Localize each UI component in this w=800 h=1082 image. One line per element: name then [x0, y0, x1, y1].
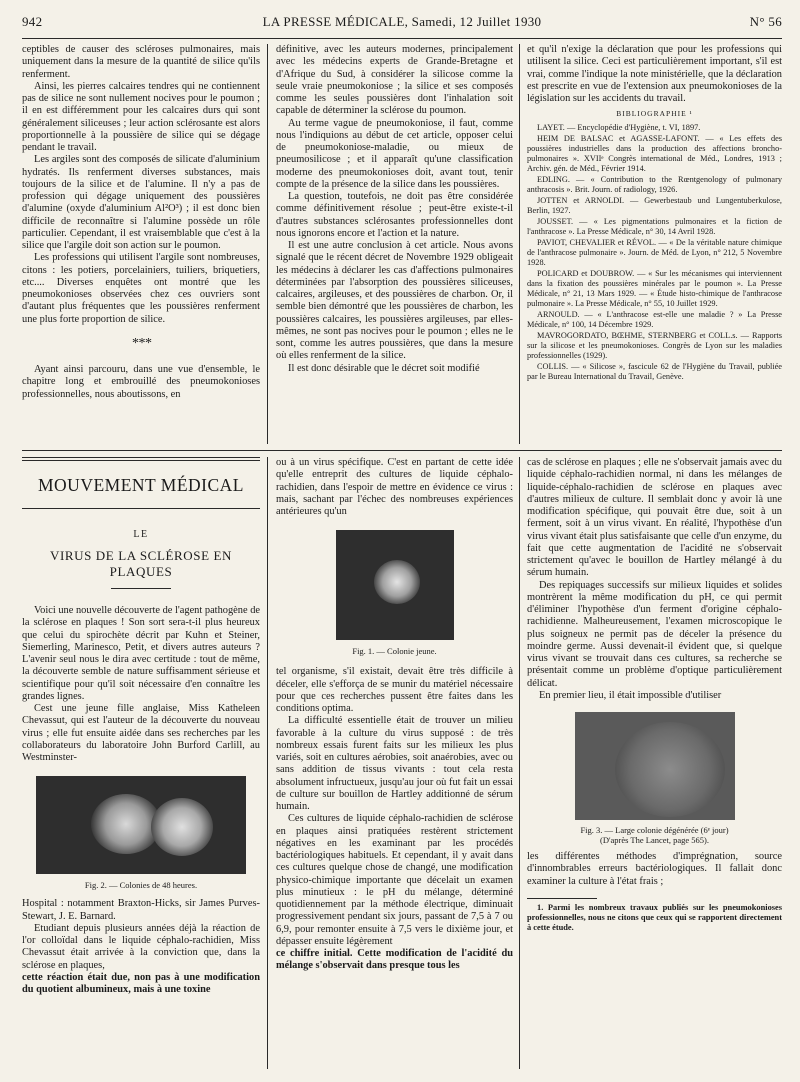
section-rule	[22, 450, 782, 451]
figure-1-photo	[336, 530, 454, 640]
bib-entry: LAYET. — Encyclopédie d'Hygiène, t. VI, 1897.	[537, 123, 701, 133]
paragraph: Cest une jeune fille anglaise, Miss Katheleen Chevassut, qui est l'auteur de la découverte du nouveau virus ; elle fut ensuite aidée dans ses recherches par les collaborateurs du laboratoire John Burford Carlill, au Westminster-	[22, 703, 260, 763]
paragraph: cas de sclérose en plaques ; elle ne s'observait jamais avec du liquide céphalo-rachidien normal, ni dans les mélanges de liquide-céphalo-rachidien de sclérose en plaques avec d'autres milieux de culture. Il semblait donc y avoir là une modification spécifique, qui pouvait être due, soit à un ferment, soit à un virus vivant. En réalité, l'hypothèse d'un virus vivant était plus satisfaisante que celle d'un enzyme, du fait que cette augmentation de l'acidité ne s'observait strictement qu'avec le bouillon de Hartley mélangé à du sérum humain.	[527, 457, 782, 579]
title-rule-top	[22, 460, 260, 461]
bib-entry: ARNOULD. — « L'anthracose est-elle une maladie ? » La Presse Médicale, n° 100, 14 Décembre 1929.	[527, 310, 782, 330]
paragraph: ou à un virus spécifique. C'est en partant de cette idée qu'elle entreprit des cultures de liquide céphalo-rachidien, dans l'espoir de mettre en évidence ce virus : mais, sachant par l'échec des nombreuses expériences antérieures qu'un	[276, 457, 513, 517]
top-column-1	[22, 44, 260, 401]
paragraph: Etudiant depuis plusieurs années déjà la réaction de l'or colloïdal dans le liquide céphalo-rachidien, Miss Chevassut était arrivée à la conviction que, dans la sclérose en plaques,	[22, 922, 260, 971]
top-column-2	[276, 44, 513, 375]
bib-entry: COLLIS. — « Silicose », fascicule 62 de l'Hygiène du Travail, publiée par le Bureau International du Travail, Genève.	[527, 362, 782, 382]
journal-title: LA PRESSE MÉDICALE, Samedi, 12 Juillet 1930	[262, 14, 542, 29]
paragraph: Il est une autre conclusion à cet article. Nous avons signalé que le récent décret de Novembre 1929 obligeait les médecins à déclarer les cas d'affections pulmonaires déterminées par l'absorption des poussières siliceuses, calcaires, argileuses, et des poussières de charbon. Or, il semble bien démontré que les poussières de charbon, les poussières calcaires, les poussières argileuses, par elles-mêmes, ne sont pas nocives pour le poumon ; elles ne le sont, comme les autres poussières, que dans la mesure où elles renferment de la silice.	[276, 240, 513, 362]
bib-entry: POLICARD et DOUBROW. — « Sur les mécanismes qui interviennent dans la fixation des poussières minérales par le poumon ». La Presse Médicale, n° 21, 13 Mars 1929. — « Étude histo-chimique de l'anthracose pulmonaire ». La Presse Médicale, n° 55, 10 Juillet 1929.	[527, 269, 782, 309]
top-column-3	[527, 44, 782, 383]
figure-2-photo	[36, 776, 246, 874]
title-rule-bottom	[22, 508, 260, 509]
figure-3-source: (D'après The Lancet, page 565).	[600, 835, 709, 845]
paragraph: Ayant ainsi parcouru, dans une vue d'ensemble, le chapitre long et embrouillé des pneumokonioses professionnelles, nous aboutissons, en	[22, 364, 260, 400]
footnote-rule	[527, 898, 597, 899]
title-underline	[111, 588, 171, 589]
paragraph: Les argiles sont des composés de silicate d'aluminium hydratés. Ils renferment diverses substances, mais toujours de la silice et de l'alumine. Il n'y a pas de profession qui dégage uniquement des poussières d'alumine (oxyde d'aluminium Al²O³) ; il est donc bien difficile de reconnaître si l'alumine possède un rôle particulier. Cependant, il est vraisemblable que c'est à la silice que l'argile doit son action sur le poumon.	[22, 154, 260, 251]
figure-1-caption: Fig. 1. — Colonie jeune.	[352, 646, 437, 657]
running-header	[22, 14, 782, 36]
bibliography-heading: BIBLIOGRAPHIE ¹	[616, 109, 693, 119]
bib-entry: JOTTEN et ARNOLDI. — Gewerbestaub und Lungentuberkulose, Berlin, 1927.	[527, 196, 782, 216]
bib-entry: PAVIOT, CHEVALIER et RÉVOL. — « De la véritable nature chimique de l'anthracose pulmonaire ». Journ. de Méd. de Lyon, n° 212, 5 Novembre 1928.	[527, 238, 782, 268]
bottom-column-2	[276, 457, 513, 973]
colony-blob	[151, 798, 213, 856]
paragraph: Les professions qui utilisent l'argile sont nombreuses, citons : les potiers, porcelainiers, tuiliers, briquetiers, etc.... Diverses enquêtes ont montré que les pneumokonioses observées chez ces ouvriers sont d'autant plus fréquentes que les poussières renferment une plus forte proportion de silice.	[22, 252, 260, 325]
bottom-column-3	[527, 457, 782, 933]
column-rule	[267, 44, 268, 444]
paragraph: Des repiquages successifs sur milieux liquides et solides montrèrent la même modification du pH, ce qui permit d'éliminer l'hypothèse d'un ferment d'origine céphalo-rachidienne. Malheureusement, l'examen microscopique le plus soigneux ne permit pas de déceler la présence du moindre germe. Aussi devenait-il évident que, si quelque virus vivant se trouvait dans ces cultures, sa recherche se présentait comme un problème d'optique particulièrement délicat.	[527, 579, 782, 689]
footnote: 1. Parmi les nombreux travaux publiés sur les pneumokonioses professionnelles, nous ne citons que ceux qui se rapportent directement à cette étude.	[527, 902, 782, 932]
section-separator: * * *	[132, 335, 150, 351]
section-title: MOUVEMENT MÉDICAL	[37, 475, 245, 495]
bib-entry: MAVROGORDATO, BŒHME, STERNBERG et COLL.s. — Rapports sur la silicose et les pneumokonioses. Congrès de Lyon sur les maladies professionnelles (1929).	[527, 331, 782, 361]
bottom-column-1	[22, 457, 260, 996]
paragraph: Ces cultures de liquide céphalo-rachidien de sclérose en plaques ainsi pratiquées restèrent strictement négatives en les examinant par les procédés bactériologiques habituels. Et cependant, il y avait dans ces cultures quelque chose de changé, une modification physico-chimique importante que décelait un examen plus minutieux : le pH du mélange, déterminé quotidiennement par la méthode électrique, diminuait progressivement pendant six jours, passant de 7,5 à 7 ou 6,9, pour remonter ensuite à 7,5 vers le dixième jour, et dépasser ensuite légèrement	[276, 813, 513, 947]
paragraph: tel organisme, s'il existait, devait être très difficile à déceler, elle s'efforça de se munir du matériel nécessaire pour que ces recherches pussent être faites dans les conditions optima.	[276, 666, 513, 714]
column-rule	[267, 457, 268, 1069]
article-title: VIRUS DE LA SCLÉROSE EN PLAQUES	[49, 548, 233, 579]
figure-2-caption: Fig. 2. — Colonies de 48 heures.	[84, 880, 198, 891]
paragraph-bold: cette réaction était due, non pas à une modification du quotient albumineux, mais à une toxine	[22, 971, 260, 995]
issue-number: N° 56	[749, 14, 782, 29]
title-rule-top	[22, 457, 260, 458]
colony-blob	[374, 560, 420, 604]
paragraph: La question, toutefois, ne doit pas être considérée comme définitivement résolue ; peut-être existe-t-il d'autres substances sclérosantes professionnelles dont nous ignorons encore et l'action et la nature.	[276, 191, 513, 239]
bibliography	[527, 109, 782, 382]
paragraph: Ainsi, les pierres calcaires tendres qui ne contiennent pas de silice ne sont nullement nocives pour le poumon ; il en est différemment pour les calcaires durs qui sont généralement siliceuses ; leur action sclérosante est alors proportionnelle à la poussière de silice qui se dégage pendant le travail.	[22, 80, 260, 153]
figure-3-photo	[575, 712, 735, 820]
paragraph-bold: ce chiffre initial. Cette modification de l'acidité du mélange s'observait dans presque tous les	[276, 948, 513, 972]
paragraph: La difficulté essentielle était de trouver un milieu favorable à la culture du virus supposé : de très nombreux essais furent faits sur les milieux les plus variés, soit en cultures aérobies, soit anaérobies, avec ou sans addition de tissus vivants : tout cela resta absolument infructueux, jusqu'au jour où fut fait un essai de culture sur bouillon de Hartley additionné de sérum humain.	[276, 715, 513, 812]
column-rule	[519, 457, 520, 1069]
paragraph: Il est donc désirable que le décret soit modifié	[288, 362, 480, 374]
figure-3-caption: Fig. 3. — Large colonie dégénérée (6ᵉ jour)	[580, 825, 729, 835]
paragraph: les différentes méthodes d'imprégnation, source d'innombrables erreurs bactériologiques. Il fallait donc examiner la culture à l'état frais ;	[527, 851, 782, 887]
paragraph: définitive, avec les auteurs modernes, principalement avec les médecins experts de Grande-Bretagne et d'Afrique du Sud, à considérer la silicose comme la seule vraie pneumokoniose ; la silice et ses composés comme les seules poussières dont l'inhalation soit capable de déterminer la sclérose du poumon.	[276, 44, 513, 117]
bib-entry: HEIM DE BALSAC et AGASSE-LAFONT. — « Les effets des poussières industrielles dans la production des affections broncho-pulmonaires ». XVIIᵉ Congrès international de Méd., Londres, 1913 ; Archiv. gén. de Méd., Février 1914.	[527, 134, 782, 174]
paragraph: Voici une nouvelle découverte de l'agent pathogène de la sclérose en plaques ! Son sort sera-t-il plus heureux que celui du spirochète décrit par Kuhn et Steiner, Siemerling, Marinesco, Petit, et divers autres auteurs ? L'avenir seul nous le dira avec certitude : tout de même, la découverte semble de nature suffisamment sérieuse et scientifique pour qu'il soit nécessaire d'en connaître les grandes lignes.	[22, 605, 260, 702]
bib-entry: EDLING. — « Contribution to the Rœntgenology of pulmonary anthracosis ». Brit. Journ. of radiology, 1926.	[527, 175, 782, 195]
column-rule	[519, 44, 520, 444]
paragraph: et qu'il n'exige la déclaration que pour les professions qui utilisent la silice. Ceci est particulièrement important, s'il est vrai, comme l'indique la note ministérielle, que la déclaration est prescrite en vue de l'extension aux pneumokonioses de la législation sur les accidents du travail.	[527, 44, 782, 104]
paragraph: Hospital : notamment Braxton-Hicks, sir James Purves-Stewart, J. E. Barnard.	[22, 898, 260, 922]
colony-blob	[615, 722, 725, 817]
paragraph: En premier lieu, il était impossible d'utiliser	[539, 689, 722, 701]
page-number: 942	[22, 14, 43, 29]
paragraph: ceptibles de causer des scléroses pulmonaires, mais uniquement dans la mesure de la quantité de silice qu'ils renferment.	[22, 44, 260, 80]
article-kicker: LE	[133, 529, 149, 540]
paragraph: Au terme vague de pneumokoniose, il faut, comme nous l'indiquions au début de cet article, opposer celui de pneumokoniose-maladie, ou mieux de pneumosilicose ; et il apparaît qu'une classification moderne des pneumokonioses doit, avant tout, tenir compte de la présence de la silice dans les poussières.	[276, 117, 513, 190]
header-rule	[22, 38, 782, 39]
bib-entry: JOUSSET. — « Les pigmentations pulmonaires et la fiction de l'anthracose ». La Presse Médicale, n° 30, 14 Avril 1928.	[527, 217, 782, 237]
